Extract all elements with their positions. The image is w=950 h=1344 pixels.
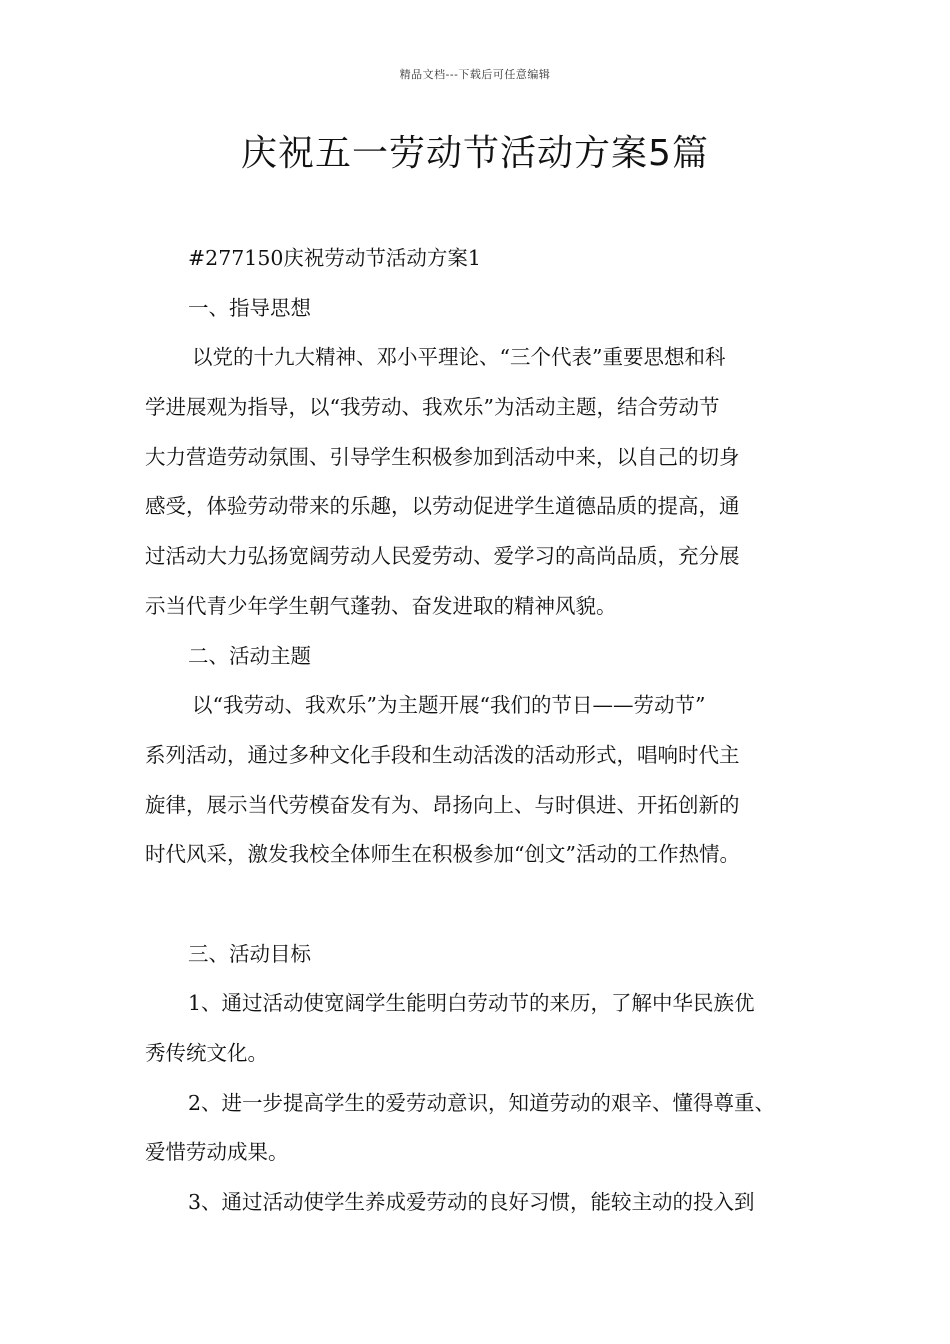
paragraph-line: 秀传统文化。 [145,1041,268,1065]
paragraph-line: 示当代青少年学生朝气蓬勃、奋发进取的精神风貌。 [145,593,617,618]
paragraph-line: 过活动大力弘扬宽阔劳动人民爱劳动、爱学习的高尚品质，充分展 [145,544,740,569]
blank-line [145,880,820,930]
header-note: 精品文档---下载后可任意编辑 [399,68,551,81]
goal-item-1 [145,979,820,1078]
paragraph-line: 以党的十九大精神、邓小平理论、“三个代表”重要思想和科 [192,345,726,370]
section-label: #277150庆祝劳动节活动方案1 [188,246,481,270]
paragraph-line: 时代风采，激发我校全体师生在积极参加“创文”活动的工作热情。 [145,842,740,867]
document-body [145,234,820,1228]
goal-item-2 [145,1079,820,1178]
paragraph-line: 旋律，展示当代劳模奋发有为、昂扬向上、与时俱进、开拓创新的 [145,792,740,817]
paragraph-line: 1、通过活动使宽阔学生能明白劳动节的来历，了解中华民族优 [188,991,755,1016]
goal-item-3 [145,1178,820,1228]
paragraph-line: 感受，体验劳动带来的乐趣，以劳动促进学生道德品质的提高，通 [145,494,740,519]
document-title: 庆祝五一劳动节活动方案5篇 [241,133,709,174]
heading-guiding-ideology: 一、指导思想 [188,295,311,320]
paragraph-line: 学进展观为指导，以“我劳动、我欢乐”为活动主题，结合劳动节 [145,395,720,420]
heading-activity-goals: 三、活动目标 [188,941,311,966]
heading-activity-theme: 二、活动主题 [188,643,311,668]
paragraph-activity-theme [145,681,820,880]
paragraph-line: 以“我劳动、我欢乐”为主题开展“我们的节日——劳动节” [192,693,706,718]
paragraph-line: 爱惜劳动成果。 [145,1140,289,1165]
paragraph-line: 3、通过活动使学生养成爱劳动的良好习惯，能较主动的投入到 [188,1190,755,1215]
paragraph-line: 大力营造劳动氛围、引导学生积极参加到活动中来，以自己的切身 [145,444,740,469]
paragraph-line: 2、进一步提高学生的爱劳动意识，知道劳动的艰辛、懂得尊重、 [188,1090,776,1115]
paragraph-line: 系列活动，通过多种文化手段和生动活泼的活动形式，唱响时代主 [145,742,740,767]
paragraph-guiding-ideology [145,333,820,631]
